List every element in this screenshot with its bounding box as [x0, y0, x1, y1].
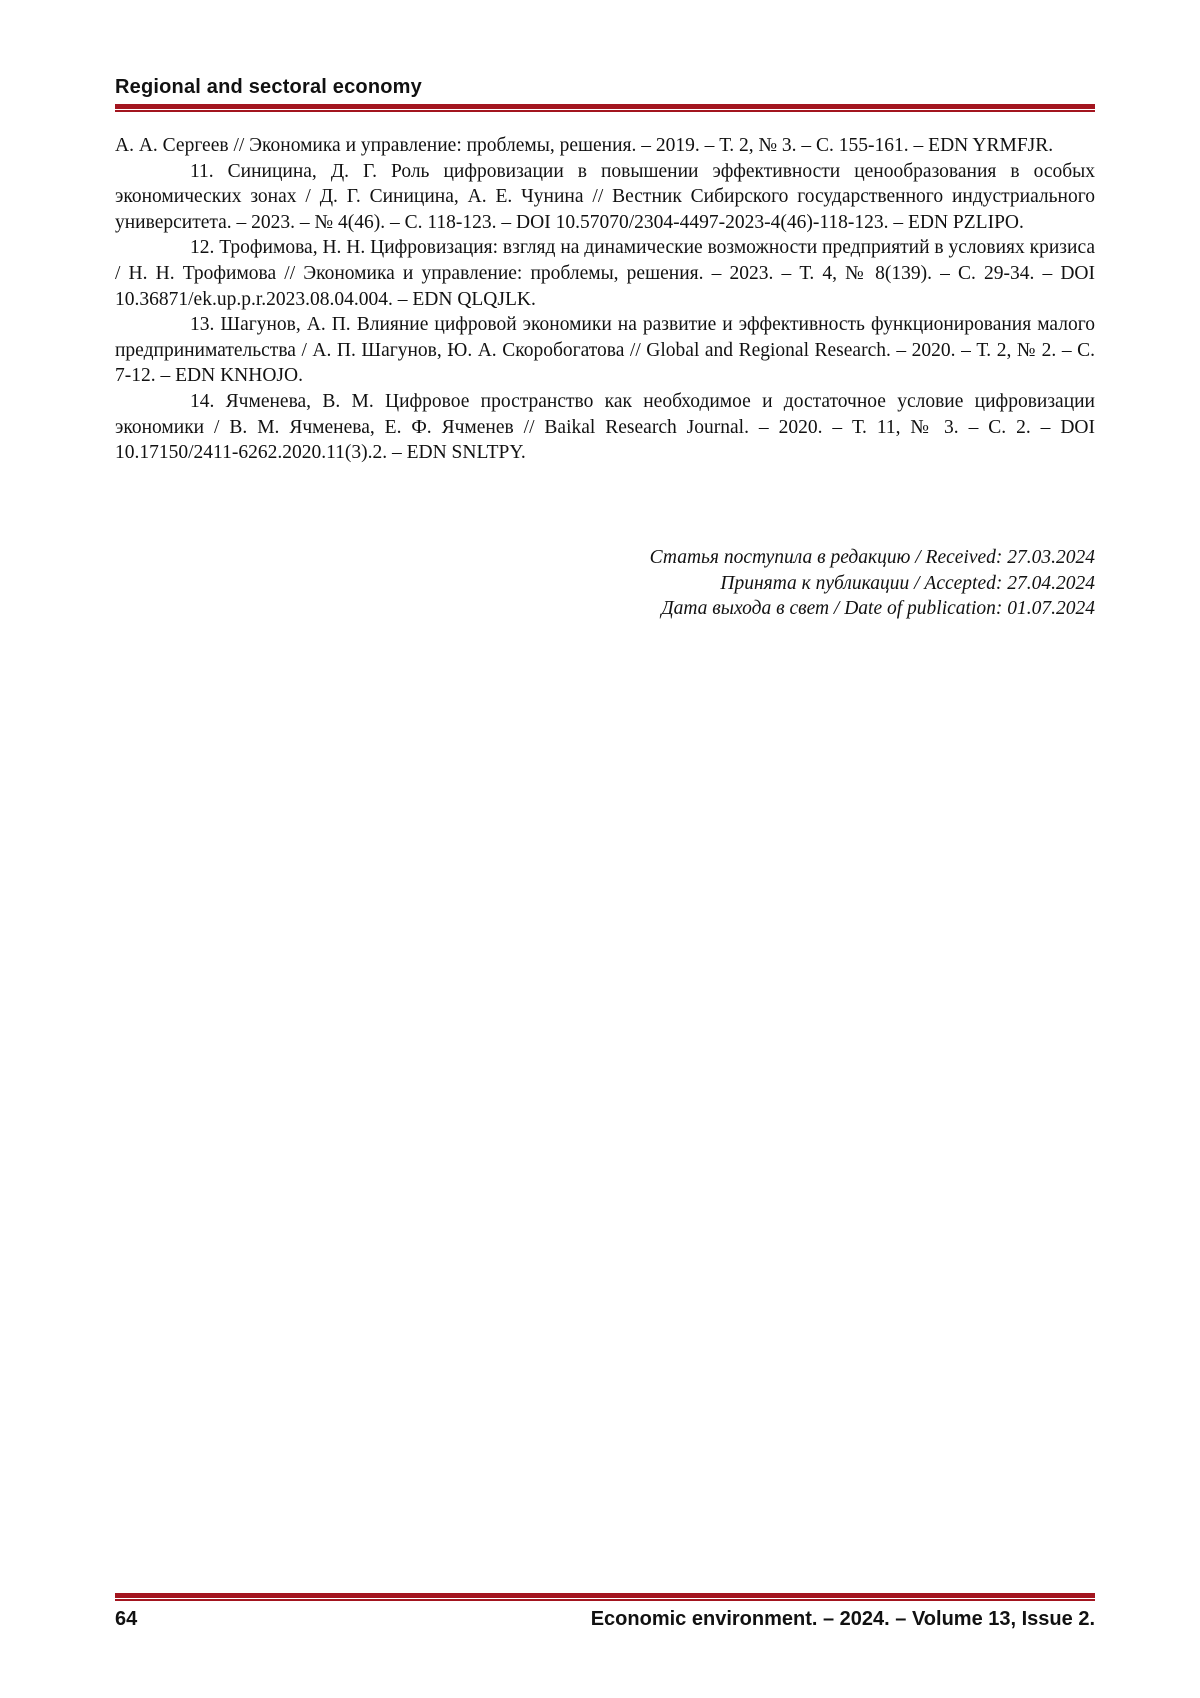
- accepted-date: Принята к публикации / Accepted: 27.04.2024: [720, 572, 1095, 594]
- footer-divider-thin: [115, 1599, 1095, 1601]
- reference-list: [115, 133, 1095, 466]
- footer-divider: [115, 1593, 1095, 1601]
- reference-item-14: 14. Ячменева, В. М. Цифровое пространство как необходимое и достаточное условие цифровизации экономики / В. М. Ячменева, Е. Ф. Ячменев // Baikal Research Journal. – 2020. – Т. 11, № 3. – С. 2. – DOI 10.17150/2411-6262.2020.11(3).2. – EDN SNLTPY.: [115, 390, 1095, 464]
- reference-continuation: А. А. Сергеев // Экономика и управление: проблемы, решения. – 2019. – Т. 2, № 3. – С. 155-161. – EDN YRMFJR.: [115, 135, 1054, 156]
- received-date: Статья поступила в редакцию / Received: 27.03.2024: [649, 547, 1095, 568]
- journal-citation: Economic environment. – 2024. – Volume 13, Issue 2.: [590, 1608, 1095, 1630]
- header-divider-thin: [115, 110, 1095, 112]
- reference-item-12: 12. Трофимова, Н. Н. Цифровизация: взгляд на динамические возможности предприятий в условиях кризиса / Н. Н. Трофимова // Экономика и управление: проблемы, решения. – 2023. – Т. 4, № 8(139). – С. 29-34. – DOI 10.36871/ek.up.p.r.2023.08.04.004. – EDN QLQJLK.: [115, 237, 1095, 310]
- header-divider: [115, 104, 1095, 112]
- article-dates: [115, 545, 1095, 622]
- reference-item-11: 11. Синицина, Д. Г. Роль цифровизации в повышении эффективности ценообразования в особых экономических зонах / Д. Г. Синицина, А. Е. Чунина // Вестник Сибирского государственного индустриального университета. – 2023. – № 4(46). – С. 118-123. – DOI 10.57070/2304-4497-2023-4(46)-118-123. – EDN PZLIPO.: [115, 160, 1095, 233]
- reference-item-13: 13. Шагунов, А. П. Влияние цифровой экономики на развитие и эффективность функционирования малого предпринимательства / А. П. Шагунов, Ю. А. Скоробогатова // Global and Regional Research. – 2020. – Т. 2, № 2. – С. 7-12. – EDN KNHOJO.: [115, 314, 1095, 387]
- running-header-section-title: Regional and sectoral economy: [115, 76, 422, 98]
- publication-date: Дата выхода в свет / Date of publication: 01.07.2024: [661, 598, 1095, 620]
- page-number: 64: [115, 1608, 138, 1630]
- footer-divider-thick: [115, 1593, 1095, 1598]
- header-divider-thick: [115, 104, 1095, 109]
